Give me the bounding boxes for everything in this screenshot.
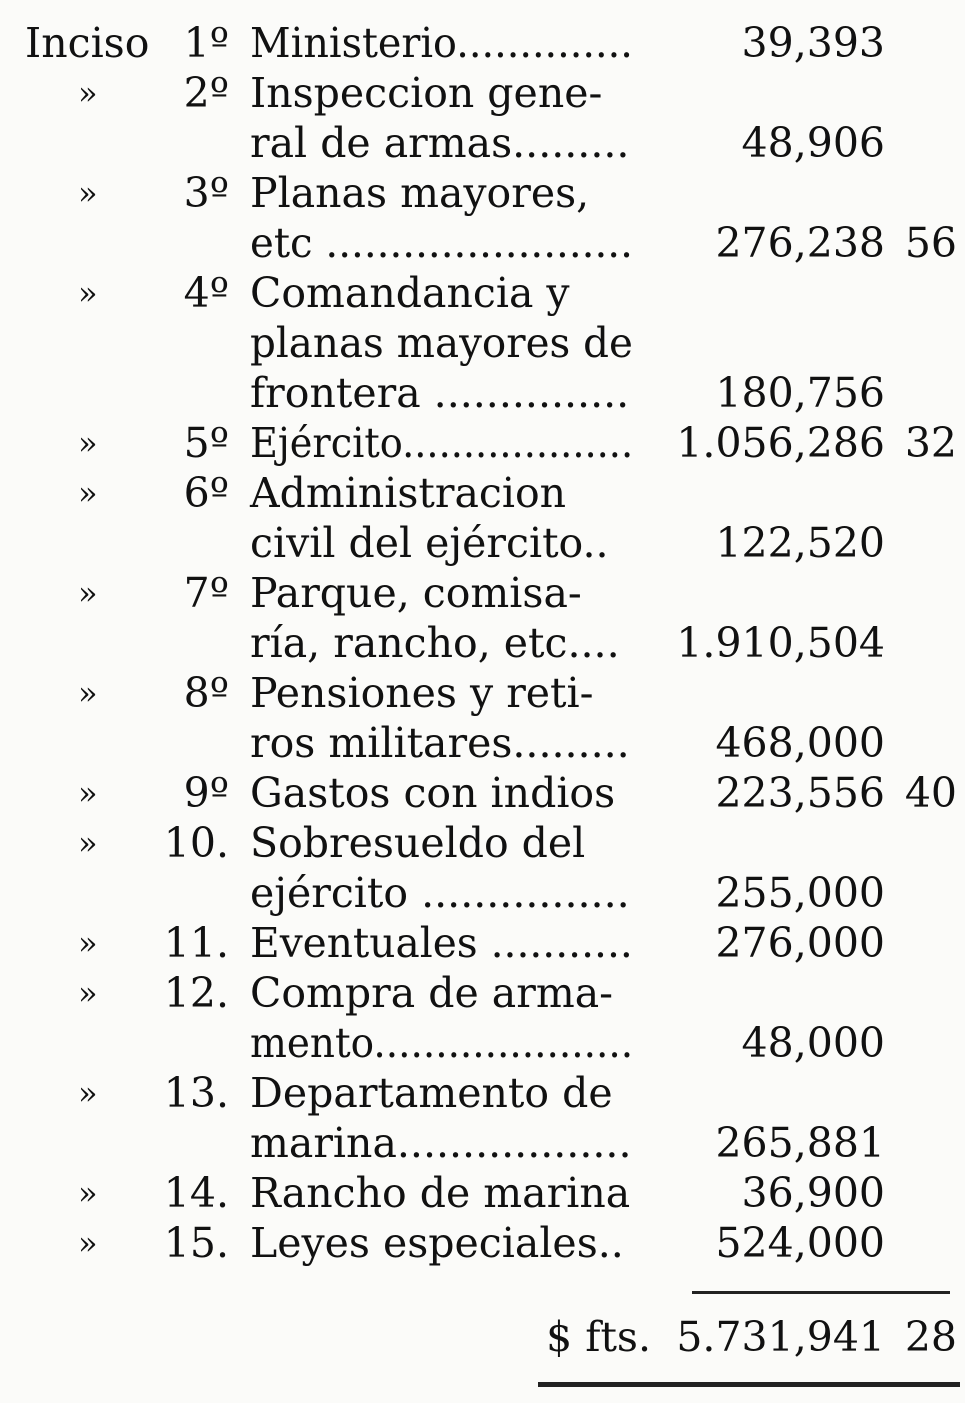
item-number: 12. — [163, 969, 229, 1017]
table-row — [0, 268, 965, 318]
item-number: 4º — [183, 269, 229, 317]
ditto-mark: » — [78, 774, 98, 812]
item-number: 5º — [183, 419, 229, 467]
item-description: Comandancia y — [250, 269, 570, 317]
item-cents: 40 — [904, 769, 957, 817]
table-row — [0, 618, 965, 668]
table-row — [0, 968, 965, 1018]
item-description: Compra de arma- — [250, 969, 614, 1017]
total-row — [0, 1312, 965, 1362]
item-number: 1º — [183, 19, 229, 67]
item-number: 8º — [183, 669, 229, 717]
ditto-mark: » — [78, 1224, 98, 1262]
item-number: 2º — [183, 69, 229, 117]
item-cents: 32 — [904, 419, 957, 467]
item-number: 6º — [183, 469, 229, 517]
item-number: 3º — [183, 169, 229, 217]
ditto-mark: » — [78, 424, 98, 462]
ditto-mark: » — [78, 574, 98, 612]
item-number: 7º — [183, 569, 229, 617]
table-row — [0, 1218, 965, 1268]
table-row — [0, 818, 965, 868]
item-description: Parque, comisa- — [250, 569, 582, 617]
item-description: ros militares......... — [250, 719, 630, 767]
item-amount: 265,881 — [715, 1119, 885, 1167]
item-description: ría, rancho, etc.... — [250, 619, 620, 667]
ditto-mark: » — [78, 74, 98, 112]
ditto-mark: » — [78, 1074, 98, 1112]
item-cents: 56 — [904, 219, 957, 267]
item-description: ral de armas......... — [250, 119, 630, 167]
item-number: 13. — [163, 1069, 229, 1117]
table-row — [0, 1168, 965, 1218]
item-amount: 122,520 — [715, 519, 885, 567]
table-row — [0, 1118, 965, 1168]
item-amount: 276,000 — [715, 919, 885, 967]
item-description: planas mayores de — [250, 319, 633, 367]
item-description: Sobresueldo del — [250, 819, 586, 867]
item-description: Rancho de marina — [250, 1169, 631, 1217]
ditto-mark: » — [78, 674, 98, 712]
item-description: mento..................... — [250, 1019, 634, 1067]
table-row — [0, 168, 965, 218]
item-description: marina.................. — [250, 1119, 632, 1167]
item-description: Ejército................... — [250, 419, 634, 467]
ditto-mark: » — [78, 824, 98, 862]
item-amount: 48,906 — [741, 119, 885, 167]
table-row — [0, 718, 965, 768]
item-description: Inspeccion gene- — [250, 69, 603, 117]
ditto-mark: » — [78, 474, 98, 512]
total-cents: 28 — [904, 1313, 957, 1361]
item-description: etc ........................ — [250, 219, 633, 267]
table-row — [0, 468, 965, 518]
item-number: 14. — [163, 1169, 229, 1217]
table-row — [0, 518, 965, 568]
total-label: $ fts. — [546, 1313, 651, 1361]
ditto-mark: » — [78, 924, 98, 962]
item-description: Leyes especiales.. — [250, 1219, 624, 1267]
table-row — [0, 218, 965, 268]
item-amount: 255,000 — [715, 869, 885, 917]
item-amount: 1.056,286 — [676, 419, 885, 467]
item-number: 10. — [163, 819, 229, 867]
table-row — [0, 68, 965, 118]
total-rule-top — [692, 1291, 950, 1294]
ditto-mark: » — [78, 1174, 98, 1212]
table-row — [0, 1018, 965, 1068]
table-row — [0, 1068, 965, 1118]
item-description: Departamento de — [250, 1069, 613, 1117]
item-description: Planas mayores, — [250, 169, 590, 217]
item-number: 11. — [163, 919, 229, 967]
item-description: Administracion — [250, 469, 567, 517]
total-amount: 5.731,941 — [676, 1313, 885, 1361]
ditto-mark: » — [78, 274, 98, 312]
item-description: ejército ................ — [250, 869, 630, 917]
item-number: 15. — [163, 1219, 229, 1267]
table-row — [0, 318, 965, 368]
table-row — [0, 568, 965, 618]
item-amount: 1.910,504 — [676, 619, 885, 667]
inciso-label: Inciso — [25, 19, 150, 67]
ditto-mark: » — [78, 974, 98, 1012]
item-description: frontera ............... — [250, 369, 630, 417]
item-amount: 36,900 — [741, 1169, 885, 1217]
table-row — [0, 118, 965, 168]
ditto-mark: » — [78, 174, 98, 212]
item-description: Ministerio.............. — [250, 19, 633, 67]
table-row — [0, 768, 965, 818]
item-description: civil del ejército.. — [250, 519, 609, 567]
item-amount: 468,000 — [715, 719, 885, 767]
table-row — [0, 918, 965, 968]
item-number: 9º — [183, 769, 229, 817]
item-amount: 524,000 — [715, 1219, 885, 1267]
table-row — [0, 18, 965, 68]
item-description: Pensiones y reti- — [250, 669, 594, 717]
item-amount: 39,393 — [741, 19, 885, 67]
table-row — [0, 368, 965, 418]
item-amount: 180,756 — [715, 369, 885, 417]
item-description: Gastos con indios — [250, 769, 616, 817]
total-rule-bottom — [538, 1382, 960, 1387]
item-amount: 276,238 — [715, 219, 885, 267]
table-row — [0, 418, 965, 468]
table-row — [0, 868, 965, 918]
table-row — [0, 668, 965, 718]
item-amount: 48,000 — [741, 1019, 885, 1067]
item-description: Eventuales ........... — [250, 919, 633, 967]
item-amount: 223,556 — [715, 769, 885, 817]
